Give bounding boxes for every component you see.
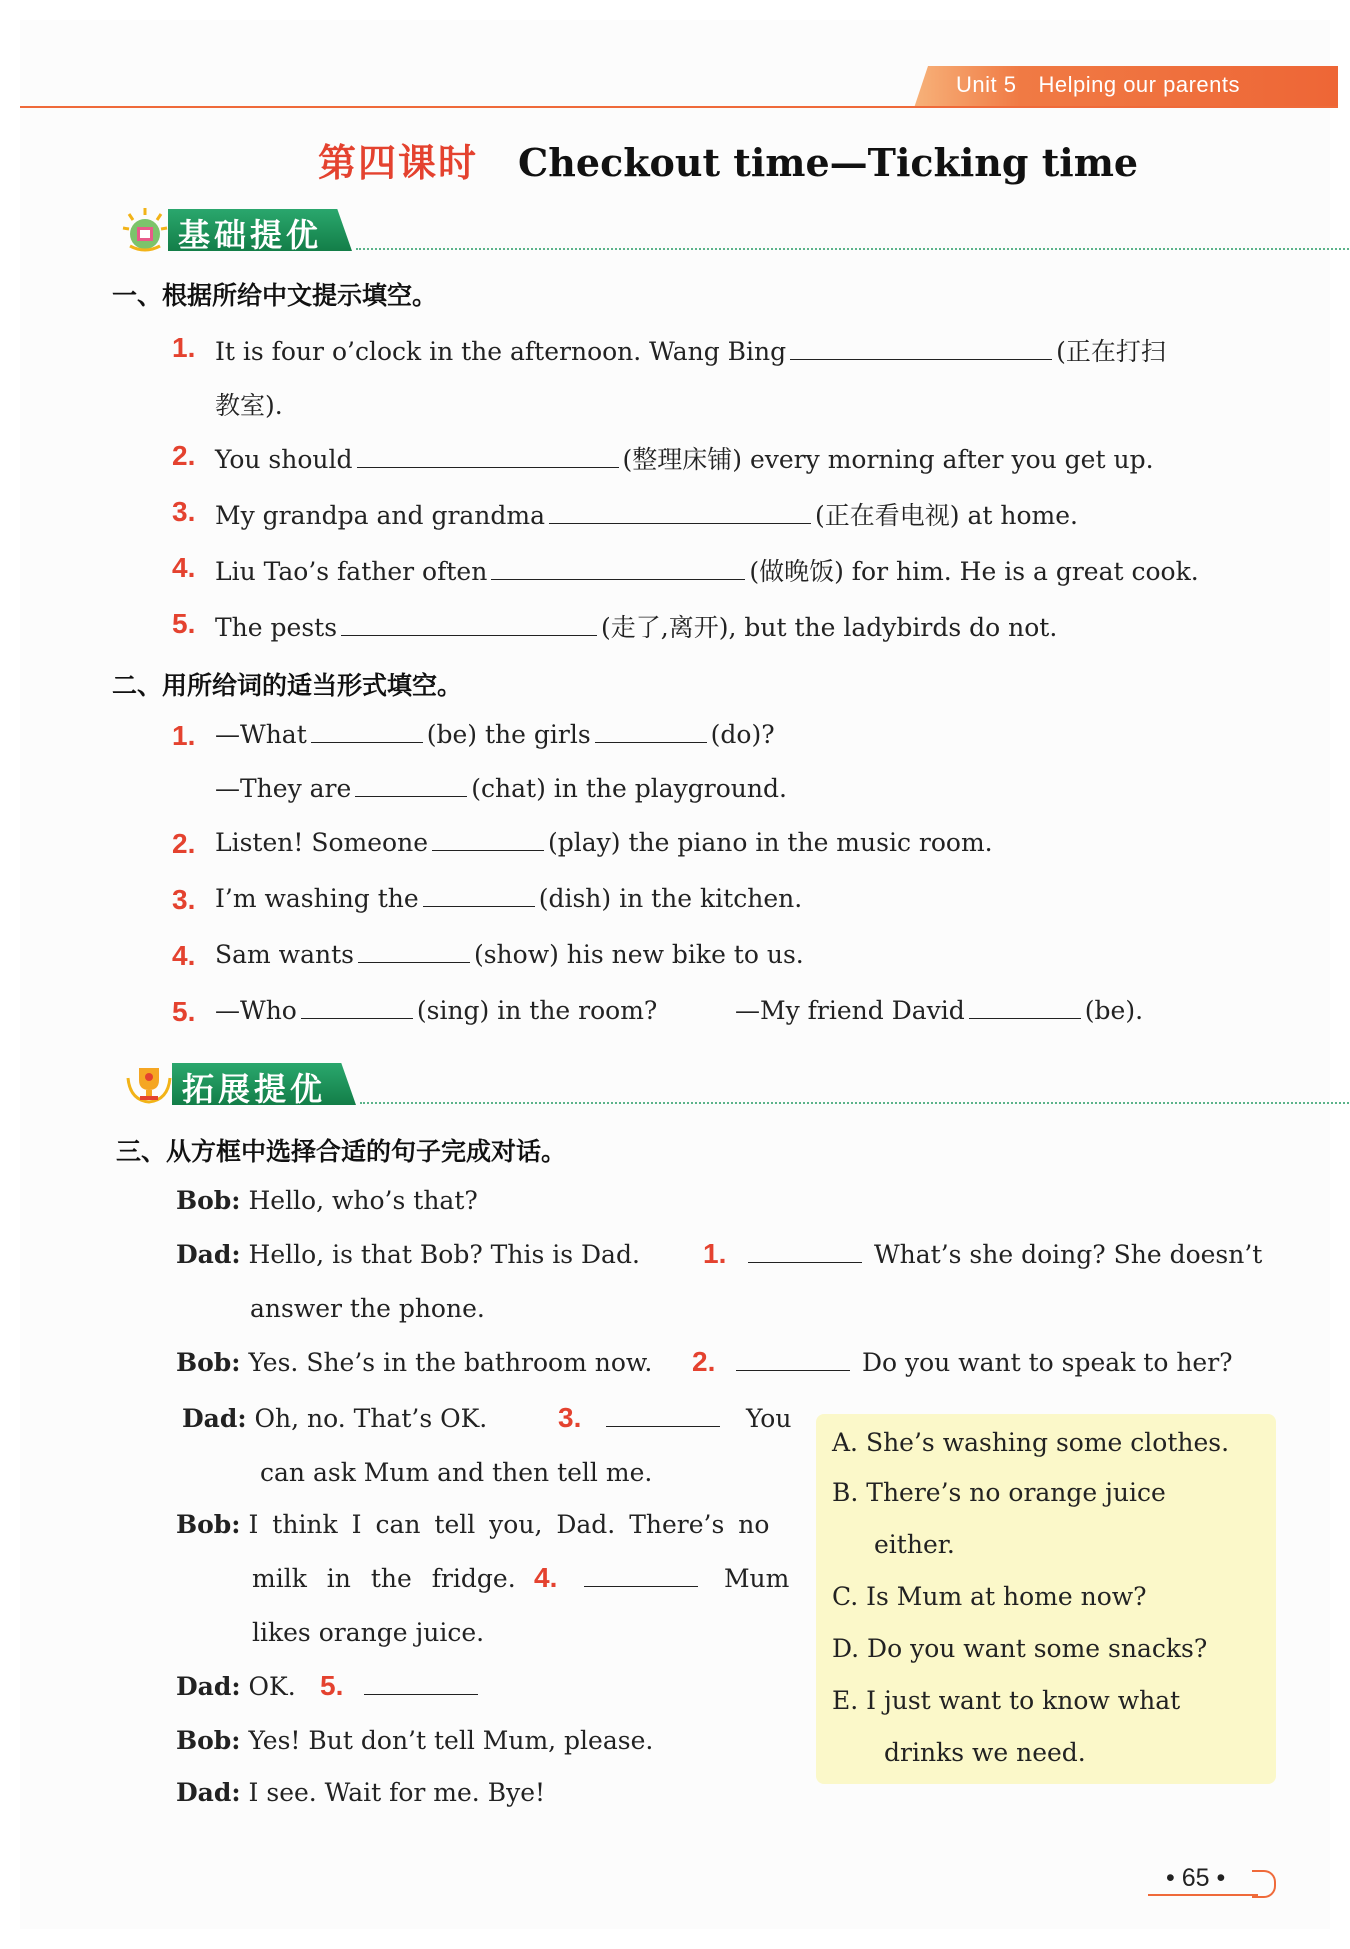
question-number: 2.	[172, 440, 196, 471]
question-text-continued: 教室).	[215, 391, 283, 420]
question-text-d: —They are	[215, 774, 352, 803]
question-hint: (整理床铺) every morning after you get up.	[622, 445, 1154, 474]
banner-dotted-rule	[356, 248, 1350, 250]
dialogue-text: Do you want to speak to her?	[861, 1348, 1233, 1377]
question-text-reply	[215, 774, 787, 803]
question-number: 5.	[172, 996, 196, 1027]
dialogue-text: Oh, no. That’s OK.	[254, 1404, 488, 1433]
dialogue-blank-line	[580, 1564, 789, 1593]
question-text	[215, 440, 1154, 476]
question-text-d: (be).	[1084, 996, 1144, 1025]
unit-title: Helping our parents	[1038, 72, 1240, 97]
answer-blank[interactable]	[736, 1369, 850, 1371]
speaker-bob: Bob:	[176, 1726, 241, 1755]
dialogue-line	[182, 1404, 487, 1433]
page-number: • 65 •	[1166, 1864, 1226, 1892]
question-text-a: It is four o’clock in the afternoon. Wang Bing	[215, 337, 787, 366]
question-number: 1.	[703, 1238, 727, 1269]
question-number: 3.	[172, 884, 196, 915]
question-text-a: Sam wants	[215, 940, 354, 969]
option-e-continued: drinks we need.	[884, 1738, 1086, 1767]
answer-blank[interactable]	[423, 905, 535, 907]
answer-blank[interactable]	[584, 1585, 698, 1587]
page-corner-hook-icon	[1252, 1870, 1276, 1898]
dialogue-text: Yes. She’s in the bathroom now.	[248, 1348, 653, 1377]
question-number: 3.	[172, 496, 196, 527]
answer-blank[interactable]	[748, 1261, 862, 1263]
answer-blank[interactable]	[301, 1017, 413, 1019]
question-number: 3.	[558, 1402, 582, 1433]
question-number: 5.	[320, 1670, 344, 1701]
option-a: A. She’s washing some clothes.	[832, 1428, 1230, 1457]
dialogue-text: Hello, who’s that?	[248, 1186, 478, 1215]
answer-blank[interactable]	[358, 961, 470, 963]
question-number: 1.	[172, 720, 196, 751]
unit-label: Unit 5	[956, 72, 1017, 97]
dialogue-line	[176, 1726, 653, 1755]
question-text-b: (show) his new bike to us.	[473, 940, 804, 969]
dialogue-blank-line	[732, 1348, 1233, 1377]
banner-label: 基础提优	[178, 216, 323, 254]
dialogue-blank-line	[360, 1672, 482, 1701]
dialogue-text: What’s she doing? She doesn’t	[873, 1240, 1263, 1269]
dialogue-line	[176, 1510, 769, 1539]
section-banner-basic	[120, 204, 1280, 252]
part1-instruction: 一、根据所给中文提示填空。	[112, 281, 438, 310]
dialogue-text: Mum	[723, 1564, 790, 1593]
section-banner-extended	[124, 1058, 1280, 1106]
question-number: 5.	[172, 608, 196, 639]
question-text-a: —Who	[215, 996, 297, 1025]
question-text-a: You should	[215, 445, 353, 474]
question-text-a: I’m washing the	[215, 884, 419, 913]
dialogue-line	[176, 1186, 478, 1215]
question-text	[215, 608, 1057, 644]
answer-blank[interactable]	[790, 358, 1052, 360]
lesson-title-en: Checkout time—Ticking time	[518, 140, 1139, 185]
dialogue-blank-line	[602, 1404, 791, 1433]
option-b-continued: either.	[874, 1530, 955, 1559]
dialogue-text: Yes! But don’t tell Mum, please.	[248, 1726, 654, 1755]
answer-blank[interactable]	[341, 634, 597, 636]
question-text-c: —My friend David	[735, 996, 965, 1025]
question-text-a: Liu Tao’s father often	[215, 557, 488, 586]
option-e: E. I just want to know what	[832, 1686, 1181, 1715]
option-c: C. Is Mum at home now?	[832, 1582, 1147, 1611]
answer-blank[interactable]	[355, 795, 467, 797]
question-number: 2.	[172, 828, 196, 859]
speaker-dad: Dad:	[176, 1240, 241, 1269]
dialogue-text-continued: milk in the fridge.	[252, 1564, 516, 1593]
dialogue-text: I think I can tell you, Dad. There’s no	[248, 1510, 770, 1539]
speaker-dad: Dad:	[182, 1404, 247, 1433]
part3-instruction: 三、从方框中选择合适的句子完成对话。	[116, 1137, 567, 1166]
question-text	[215, 828, 993, 857]
dialogue-text: You	[745, 1404, 792, 1433]
question-text-a: The pests	[215, 613, 338, 642]
question-text	[215, 940, 804, 969]
answer-blank[interactable]	[364, 1693, 478, 1695]
question-text	[215, 884, 802, 913]
question-text-c: (do)?	[710, 720, 775, 749]
answer-blank[interactable]	[357, 466, 619, 468]
dialogue-blank-line	[744, 1240, 1262, 1269]
question-text	[215, 552, 1199, 588]
dialogue-text: Hello, is that Bob? This is Dad.	[248, 1240, 640, 1269]
answer-blank[interactable]	[549, 522, 811, 524]
speaker-bob: Bob:	[176, 1348, 241, 1377]
question-text	[215, 332, 1166, 368]
part2-instruction: 二、用所给词的适当形式填空。	[112, 671, 463, 700]
option-d: D. Do you want some snacks?	[832, 1634, 1208, 1663]
banner-dotted-rule	[360, 1102, 1350, 1104]
question-text-a: Listen! Someone	[215, 828, 428, 857]
dialogue-line	[176, 1778, 545, 1807]
dialogue-line	[176, 1672, 296, 1701]
answer-blank[interactable]	[969, 1017, 1081, 1019]
lesson-title	[318, 132, 1138, 187]
question-text-b: (play) the piano in the music room.	[548, 828, 993, 857]
dialogue-line	[176, 1348, 652, 1377]
question-text-e: (chat) in the playground.	[471, 774, 787, 803]
dialogue-text-continued: likes orange juice.	[252, 1618, 485, 1647]
question-hint: (做晚饭) for him. He is a great cook.	[749, 557, 1199, 586]
dialogue-text: I see. Wait for me. Bye!	[248, 1778, 546, 1807]
question-text-b: (be) the girls	[426, 720, 591, 749]
question-text	[215, 496, 1078, 532]
dialogue-text-continued: answer the phone.	[250, 1294, 485, 1323]
trophy-medal-icon	[124, 1060, 174, 1106]
answer-blank[interactable]	[491, 578, 745, 580]
question-number: 4.	[172, 552, 196, 583]
question-text-b: (sing) in the room?	[416, 996, 658, 1025]
question-text-reply	[735, 996, 1143, 1025]
speaker-bob: Bob:	[176, 1510, 241, 1539]
banner-label: 拓展提优	[182, 1070, 327, 1108]
answer-blank[interactable]	[311, 741, 423, 743]
book-medal-icon	[120, 206, 170, 252]
question-number: 1.	[172, 332, 196, 363]
question-text	[215, 996, 657, 1025]
question-number: 4.	[172, 940, 196, 971]
question-hint: (走了,离开), but the ladybirds do not.	[601, 613, 1058, 642]
page-number-rule	[1148, 1894, 1258, 1896]
answer-blank[interactable]	[595, 741, 707, 743]
question-text-b: (dish) in the kitchen.	[538, 884, 803, 913]
dialogue-text-continued: can ask Mum and then tell me.	[260, 1458, 653, 1487]
unit-header-text	[956, 72, 1262, 98]
dialogue-line	[176, 1240, 640, 1269]
answer-blank[interactable]	[432, 849, 544, 851]
speaker-dad: Dad:	[176, 1672, 241, 1701]
question-number: 4.	[534, 1562, 558, 1593]
question-hint: (正在看电视) at home.	[815, 501, 1078, 530]
question-text-a: —What	[215, 720, 307, 749]
speaker-bob: Bob:	[176, 1186, 241, 1215]
question-hint: (正在打扫	[1056, 337, 1166, 366]
question-text	[215, 720, 775, 749]
speaker-dad: Dad:	[176, 1778, 241, 1807]
question-number: 2.	[692, 1346, 716, 1377]
dialogue-text: OK.	[248, 1672, 296, 1701]
header-rule	[20, 106, 1338, 108]
question-text-a: My grandpa and grandma	[215, 501, 546, 530]
option-b: B. There’s no orange juice	[832, 1478, 1166, 1507]
answer-blank[interactable]	[606, 1425, 720, 1427]
lesson-title-cn: 第四课时	[318, 140, 479, 185]
